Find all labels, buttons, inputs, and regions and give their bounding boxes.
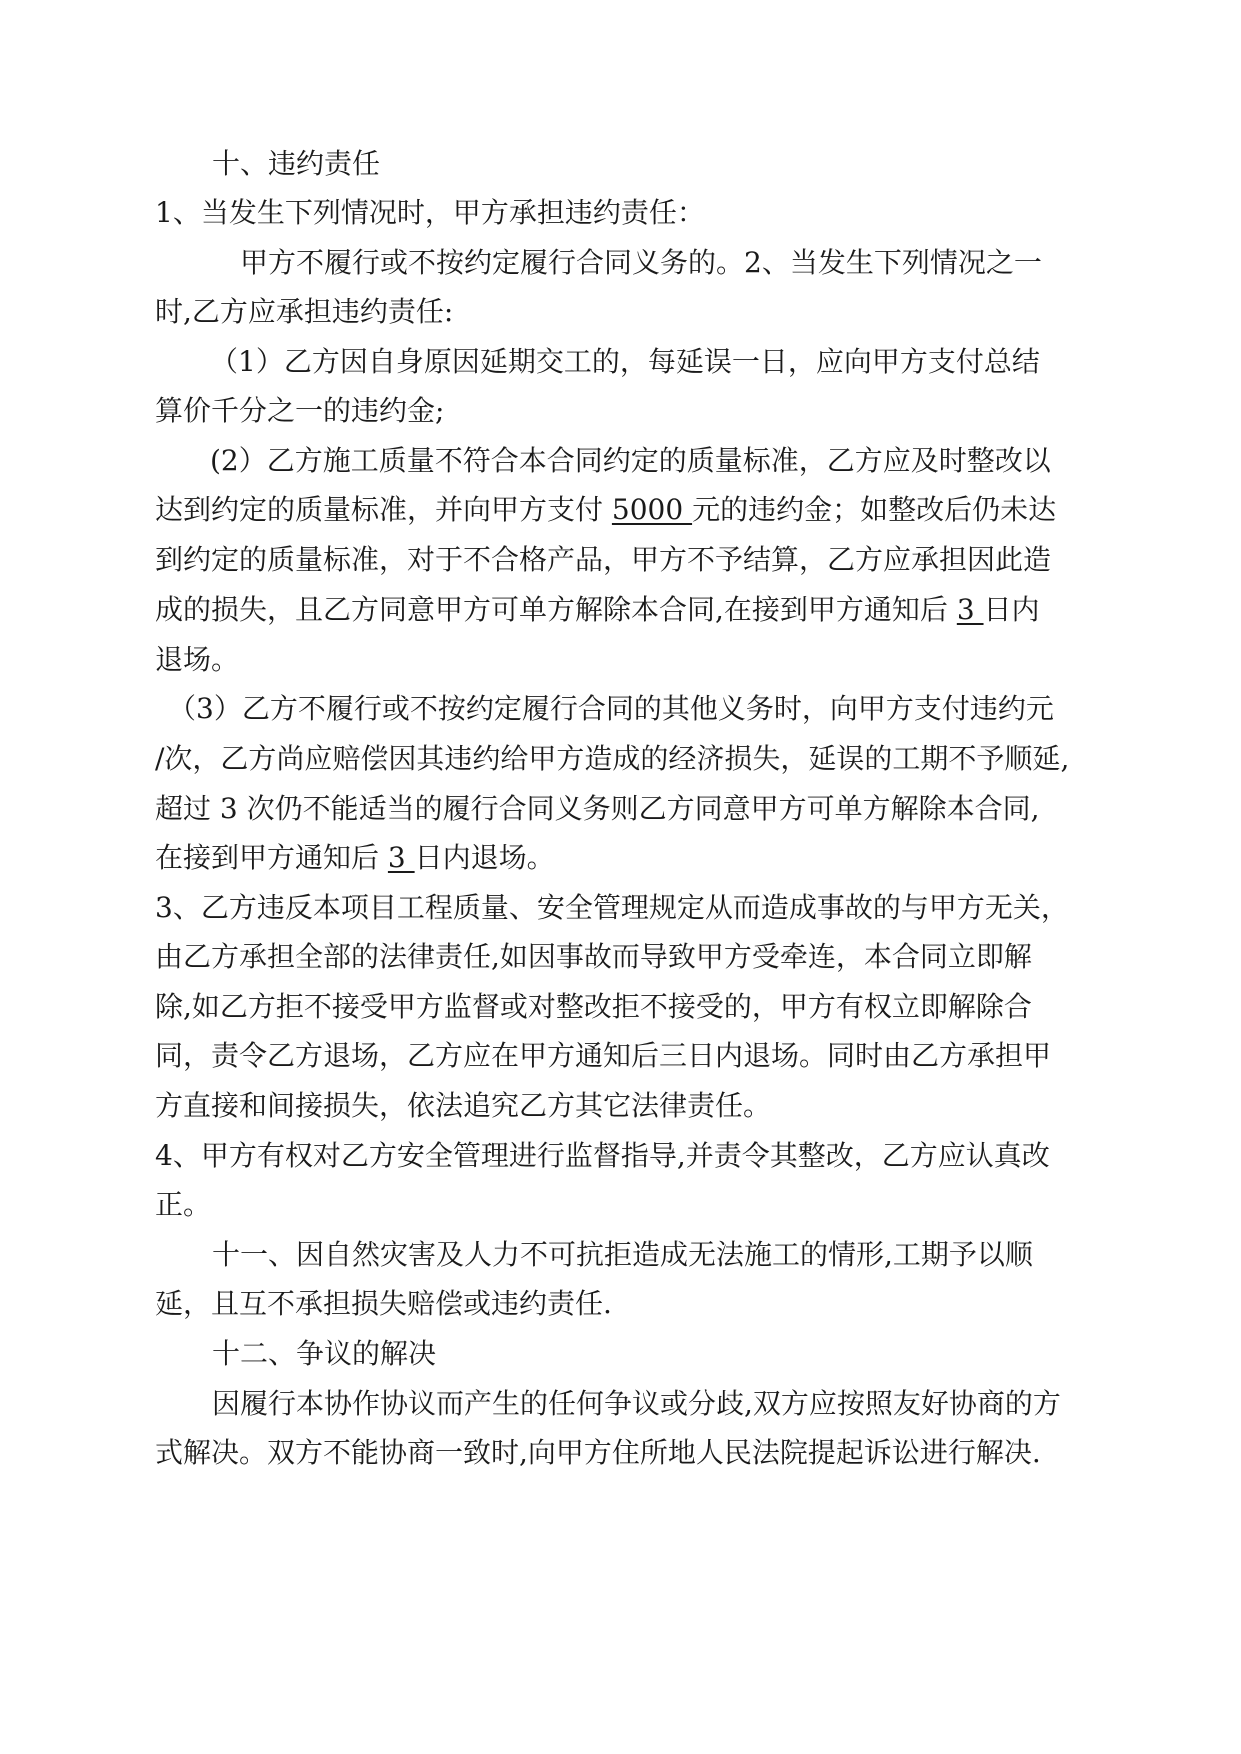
paragraph-line: 时,乙方应承担违约责任: xyxy=(155,295,454,328)
text-segment: 日内退场。 xyxy=(414,841,555,874)
text-segment: 日内 xyxy=(983,593,1040,626)
paragraph-line: 方直接和间接损失，依法追究乙方其它法律责任。 xyxy=(155,1089,772,1122)
paragraph-line: 4、甲方有权对乙方安全管理进行监督指导,并责令其整改，乙方应认真改 xyxy=(155,1139,1050,1172)
paragraph-line xyxy=(155,590,1040,630)
paragraph-line: 由乙方承担全部的法律责任,如因事故而导致甲方受牵连，本合同立即解 xyxy=(155,940,1032,973)
paragraph-line: 3、乙方违反本项目工程质量、安全管理规定从而造成事故的与甲方无关， xyxy=(155,891,1069,924)
paragraph-line: （3）乙方不履行或不按约定履行合同的其他义务时，向甲方支付违约元 xyxy=(168,692,1054,725)
paragraph-line: 除,如乙方拒不接受甲方监督或对整改拒不接受的，甲方有权立即解除合 xyxy=(155,990,1032,1023)
paragraph-line: 超过 3 次仍不能适当的履行合同义务则乙方同意甲方可单方解除本合同, xyxy=(155,792,1040,825)
paragraph-line: （1）乙方因自身原因延期交工的，每延误一日，应向甲方支付总结 xyxy=(210,345,1040,378)
paragraph-line xyxy=(155,490,1056,530)
penalty-amount: 5000 xyxy=(611,493,693,526)
paragraph-line: (2）乙方施工质量不符合本合同约定的质量标准，乙方应及时整改以 xyxy=(210,444,1051,477)
text-segment: 元的违约金；如整改后仍未达 xyxy=(692,493,1057,526)
paragraph-line: 因履行本协作协议而产生的任何争议或分歧,双方应按照友好协商的方 xyxy=(212,1387,1061,1420)
days-value: 3 xyxy=(387,841,415,874)
paragraph-line: 正。 xyxy=(155,1188,212,1221)
paragraph-line: 1、当发生下列情况时，甲方承担违约责任： xyxy=(155,196,705,229)
days-value: 3 xyxy=(956,593,984,626)
text-segment: 在接到甲方通知后 xyxy=(155,841,388,874)
paragraph-line: 甲方不履行或不按约定履行合同义务的。2、当发生下列情况之一 xyxy=(240,246,1042,279)
section-heading-dispute: 十二、争议的解决 xyxy=(212,1337,437,1370)
paragraph-line: 到约定的质量标准，对于不合格产品，甲方不予结算，乙方应承担因此造 xyxy=(155,543,1052,576)
section-heading-breach: 十、违约责任 xyxy=(212,147,381,180)
paragraph-line xyxy=(155,838,555,878)
paragraph-line: /次，乙方尚应赔偿因其违约给甲方造成的经济损失，延误的工期不予顺延, xyxy=(155,742,1070,775)
paragraph-line: 退场。 xyxy=(155,643,240,676)
text-segment: 达到约定的质量标准，并向甲方支付 xyxy=(155,493,612,526)
paragraph-line: 算价千分之一的违约金; xyxy=(155,394,445,427)
section-heading-force-majeure: 十一、因自然灾害及人力不可抗拒造成无法施工的情形,工期予以顺 xyxy=(212,1238,1033,1271)
paragraph-line: 同，责令乙方退场，乙方应在甲方通知后三日内退场。同时由乙方承担甲 xyxy=(155,1039,1052,1072)
paragraph-line: 式解决。双方不能协商一致时,向甲方住所地人民法院提起诉讼进行解决. xyxy=(155,1436,1041,1469)
text-segment: 成的损失，且乙方同意甲方可单方解除本合同,在接到甲方通知后 xyxy=(155,593,957,626)
paragraph-line: 延，且互不承担损失赔偿或违约责任. xyxy=(155,1287,612,1320)
